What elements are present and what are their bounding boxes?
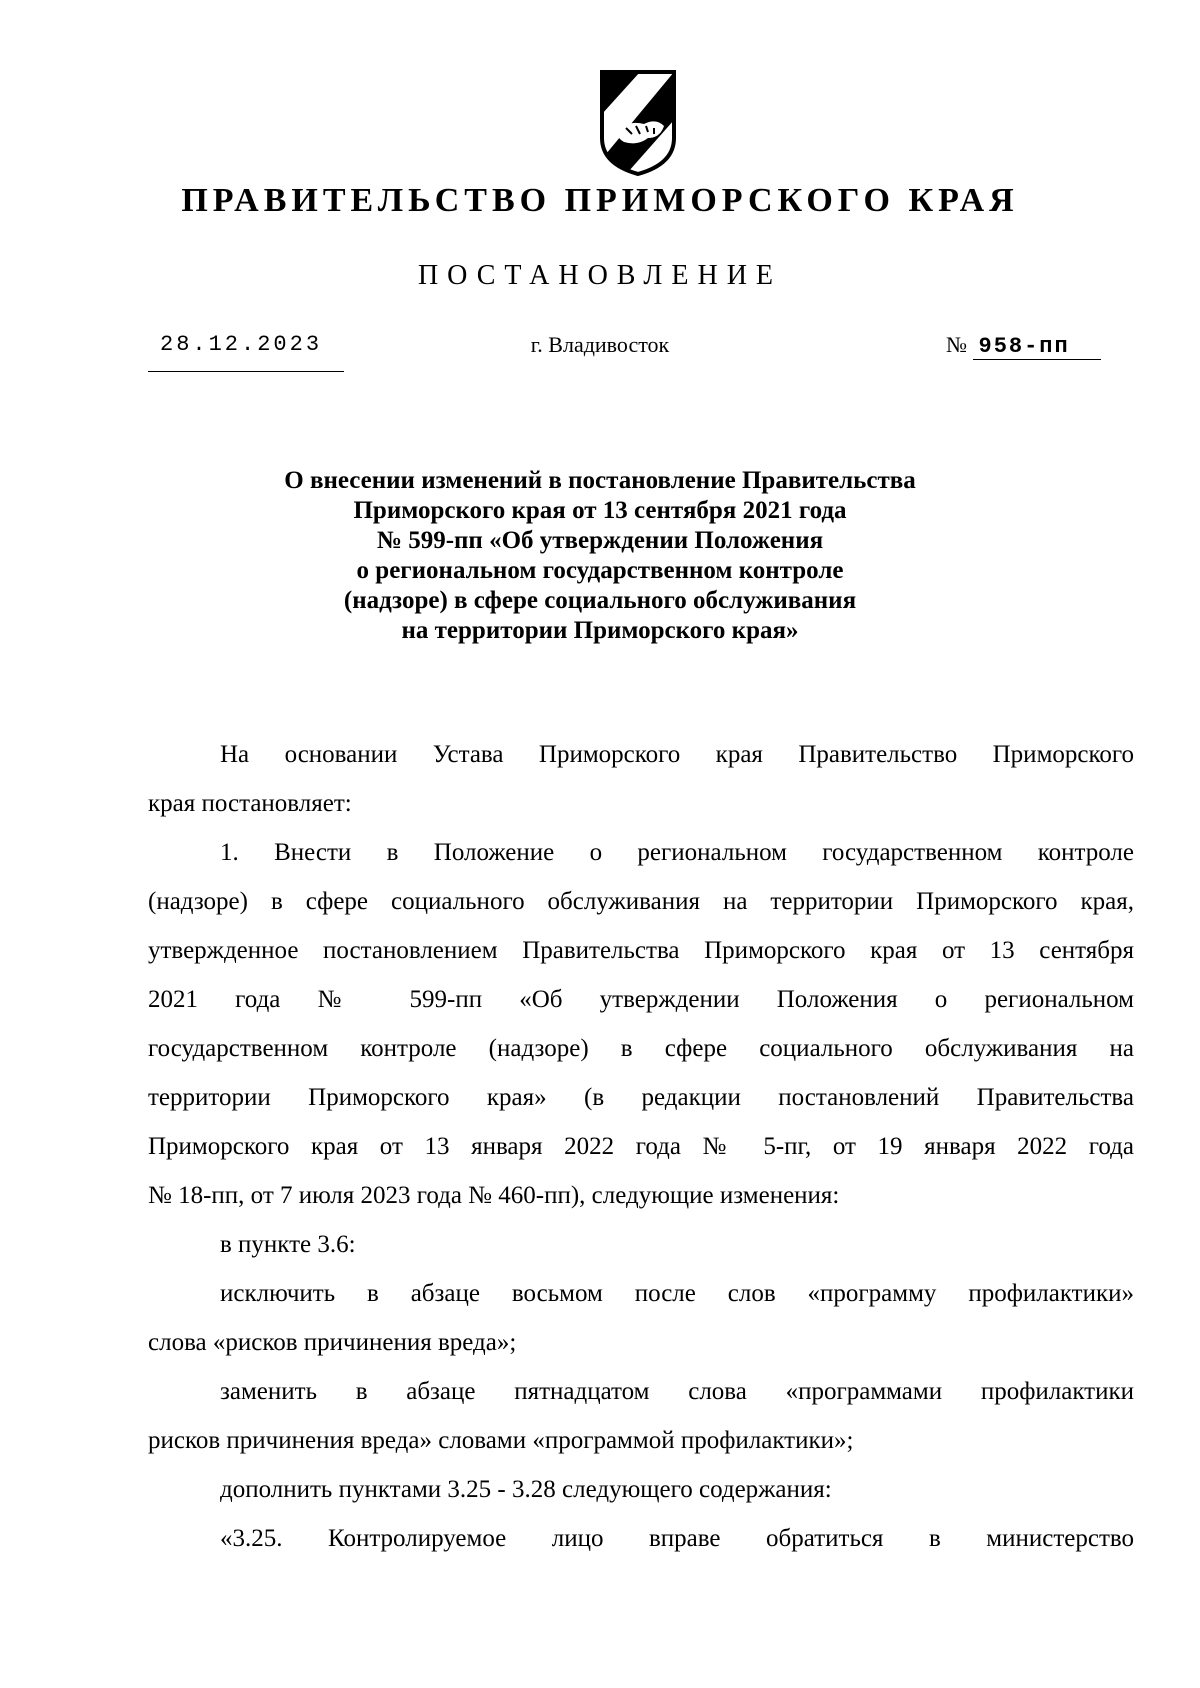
body-line: слова «рисков причинения вреда»; (148, 1329, 517, 1356)
body-line: «3.25. Контролируемое лицо вправе обратиться в министерство (220, 1525, 1134, 1552)
body-line: № 18-пп, от 7 июля 2023 года № 460-пп), следующие изменения: (148, 1182, 840, 1209)
document-city: г. Владивосток (530, 332, 670, 357)
body-line: государственном контроле (надзоре) в сфере социального обслуживания на (148, 1035, 1134, 1062)
document-body (148, 730, 1134, 1563)
coat-of-arms-icon (588, 68, 688, 180)
body-line: 1. Внести в Положение о региональном государственном контроле (220, 839, 1134, 866)
body-line: 2021 года № 599-пп «Об утверждении Положения о региональном (148, 986, 1134, 1013)
document-kind: ПОСТАНОВЛЕНИЕ (417, 260, 783, 291)
subject-line: О внесении изменений в постановление Правительства (284, 467, 916, 494)
body-line: (надзоре) в сфере социального обслуживания на территории Приморского края, (148, 888, 1134, 915)
body-line: утвержденное постановлением Правительства Приморского края от 13 сентября (148, 937, 1134, 964)
body-line: края постановляет: (148, 790, 352, 817)
document-subject (0, 466, 1200, 646)
body-line: На основании Устава Приморского края Правительство Приморского (220, 741, 1134, 768)
coat-of-arms-emblem (588, 68, 688, 180)
body-line: территории Приморского края» (в редакции постановлений Правительства (148, 1084, 1134, 1111)
number-sign: № (946, 332, 967, 357)
subject-line: о региональном государственном контроле (356, 557, 844, 584)
body-line: в пункте 3.6: (220, 1231, 356, 1258)
document-date: 28.12.2023 (148, 332, 344, 372)
body-line: Приморского края от 13 января 2022 года № 5-пг, от 19 января 2022 года (148, 1133, 1134, 1160)
subject-line: на территории Приморского края» (401, 617, 799, 644)
document-number: 958-пп (973, 334, 1101, 360)
body-line: дополнить пунктами 3.25 - 3.28 следующего содержания: (220, 1476, 832, 1503)
government-title: ПРАВИТЕЛЬСТВО ПРИМОРСКОГО КРАЯ (181, 182, 1019, 219)
body-line: рисков причинения вреда» словами «программой профилактики»; (148, 1427, 854, 1454)
subject-line: Приморского края от 13 сентября 2021 года (353, 497, 847, 524)
subject-line: (надзоре) в сфере социального обслуживания (343, 587, 857, 614)
subject-line: № 599-пп «Об утверждении Положения (376, 527, 824, 554)
body-line: исключить в абзаце восьмом после слов «программу профилактики» (220, 1280, 1134, 1307)
body-line: заменить в абзаце пятнадцатом слова «программами профилактики (220, 1378, 1134, 1405)
document-number-field (946, 332, 1124, 372)
